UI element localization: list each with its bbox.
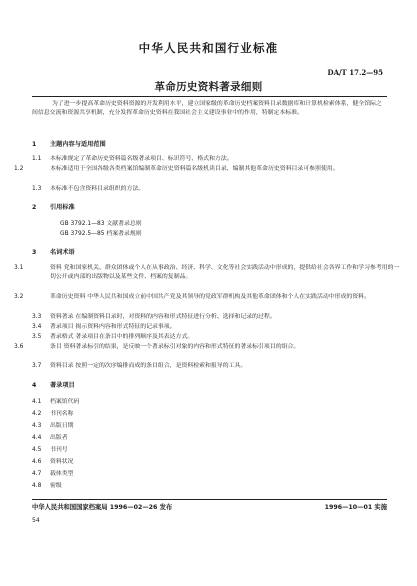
reference-item: GB 3792.5—85 档案著录规则	[60, 231, 142, 237]
footer-rule	[32, 499, 387, 500]
section-title: 名词术语	[50, 249, 75, 256]
standard-title: 中华人民共和国行业标准	[138, 41, 279, 55]
section-4-heading	[32, 381, 387, 390]
term-item: 3.6 条目 资料著录标引的结果，是反映一个著录标引对象的内容和形式特征的著录标引项目的组合。	[14, 344, 300, 350]
reference-item: GB 3792.1—83 文献著录总则	[60, 221, 142, 227]
term-item: 3.1 资料 党和国家机关、群众团体或个人在从事政治、经济、科学、文化等社会实践活动中形成的，提供给社会各界工作和学习参考用的一切公开或内部的出版物以及某些文件、档案的复制品。	[14, 265, 400, 281]
list-item: 4.5 书刊号	[32, 447, 68, 453]
list-item: 4.8 密级	[32, 483, 62, 489]
section-number: 2	[32, 204, 37, 211]
page-number: 54	[32, 517, 40, 524]
list-item: 1.2 本标准适用于全国各级各类档案馆编制革命历史资料篇名级机读目录，编制其他革命历史资料目录可参照使用。	[14, 166, 339, 172]
section-number: 4	[32, 382, 37, 389]
section-2-heading	[32, 203, 387, 212]
term-item: 3.2 革命历史资料 中华人民共和国成立前中国共产党及其领导的党政军群机构及其他革命团体和个人在实践活动中形成的资料。	[14, 294, 370, 300]
section-title: 著录项目	[50, 382, 75, 389]
standard-code: DA/T 17.2—95	[327, 68, 383, 77]
list-item: 4.1 档案馆代码	[32, 399, 80, 405]
list-item: 4.7 载体类型	[32, 471, 74, 477]
intro-paragraph: 为了进一步提高革命历史资料资源的开发利用水平，建立国家级的革命历史档案资料目录数据库和计算机检索体系，健全馆际之间信息交流和资源共享机制，充分发挥革命历史资料在我国社会主义建设事业中的作用，特制定本标准。	[32, 101, 382, 117]
list-item: 4.3 出版日期	[32, 423, 74, 429]
section-title: 主题内容与适用范围	[50, 141, 106, 148]
list-item: 1.3 本标准不包含资料目录组织的方法。	[32, 186, 145, 192]
list-item: 4.4 出版者	[32, 435, 68, 441]
list-item: 1.1 本标准规定了革命历史资料篇名级著录项目、标识符号、格式和方法。	[32, 156, 233, 162]
list-item: 4.2 书刊名称	[32, 411, 74, 417]
section-3-heading	[32, 248, 387, 257]
section-1-heading	[32, 140, 387, 149]
effective-date: 1996—10—01 实施	[324, 504, 387, 511]
list-item: 4.6 资料状况	[32, 459, 74, 465]
term-item: 3.7 资料目录 按照一定的次序编排而成的条目组合，是资料检索和报导的工具。	[32, 363, 247, 369]
term-item: 3.3 资料著录 在编制资料目录时，对资料的内容和形式特征进行分析、选择和记录的过程。	[32, 314, 276, 320]
document-title: 革命历史资料著录细则	[154, 81, 263, 93]
header-rule	[32, 96, 387, 97]
section-title: 引用标准	[50, 204, 75, 211]
term-item: 3.4 著录项目 揭示资料内容和形式特征的记录事项。	[32, 324, 176, 330]
term-item: 3.5 著录格式 著录项目在条目中的排列顺序及其表达方式。	[32, 334, 194, 340]
section-number: 1	[32, 141, 37, 148]
section-number: 3	[32, 249, 37, 256]
issuer-line: 中华人民共和国国家档案局 1996—02—26 发布	[32, 504, 173, 511]
